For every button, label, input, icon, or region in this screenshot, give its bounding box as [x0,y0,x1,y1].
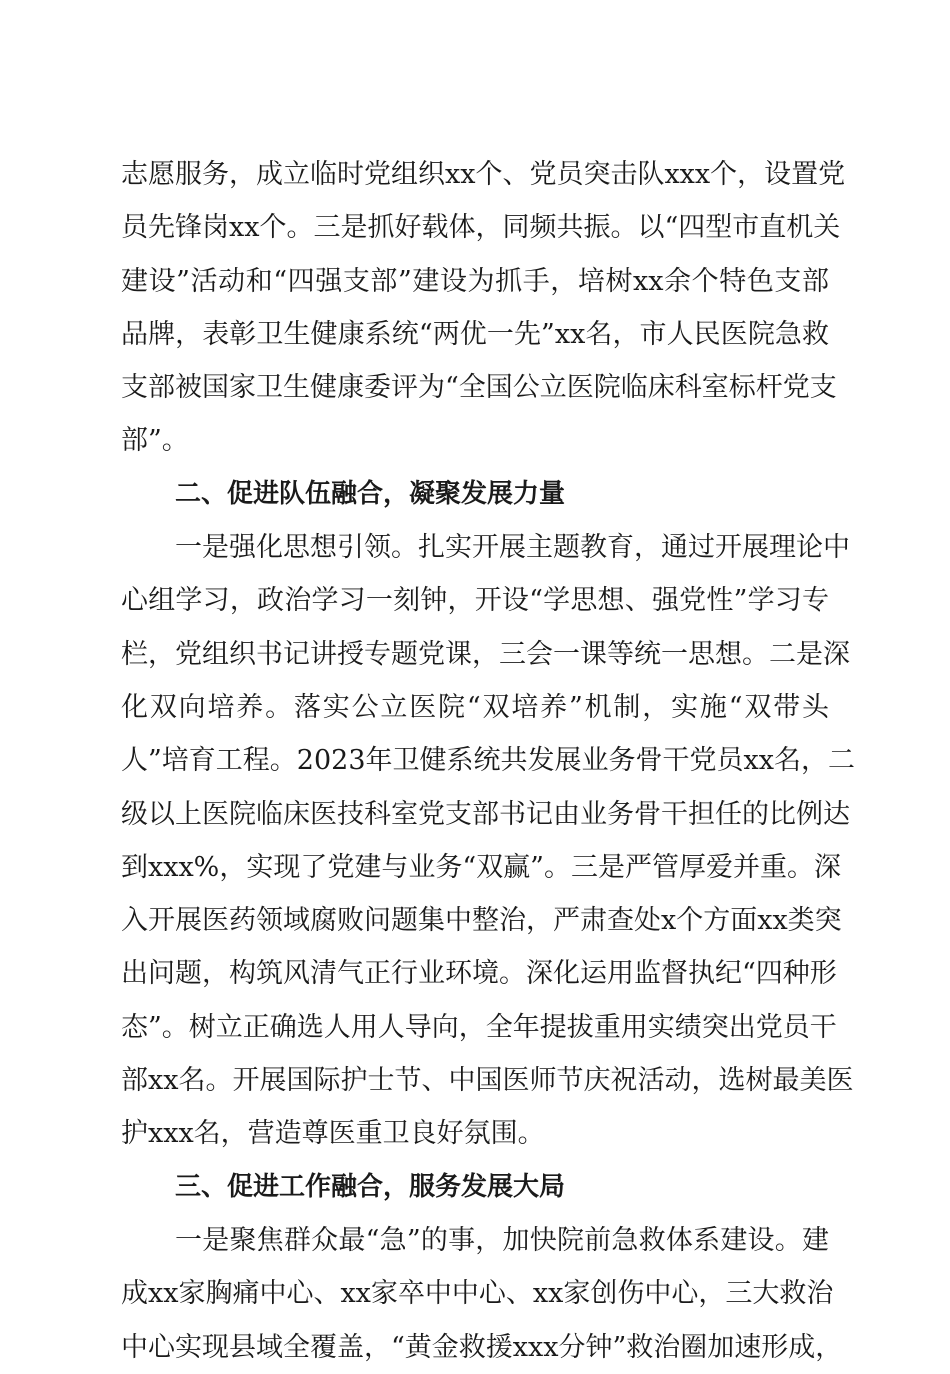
section-heading-3: 三、促进工作融合，服务发展大局 [175,1171,566,1202]
section-heading-2: 二、促进队伍融合，凝聚发展力量 [175,478,566,509]
paragraph-line: 到xxx%，实现了党建与业务“双赢”。三是严管厚爱并重。深 [121,851,841,883]
paragraph-line: 部xx名。开展国际护士节、中国医师节庆祝活动，选树最美医 [121,1065,854,1097]
paragraph-line: 化双向培养。落实公立医院“双培养”机制，实施“双带头 [121,691,829,723]
paragraph-line: 栏，党组织书记讲授专题党课，三会一课等统一思想。二是深 [121,638,850,670]
paragraph-line: 心组学习，政治学习一刻钟，开设“学思想、强党性”学习专 [121,585,829,617]
paragraph-line: 入开展医药领域腐败问题集中整治，严肃查处x个方面xx类突 [121,905,842,937]
paragraph-line: 中心实现县域全覆盖，“黄金救援xxx分钟”救治圈加速形成， [121,1331,843,1363]
paragraph-line: 成xx家胸痛中心、xx家卒中中心、xx家创伤中心，三大救治 [121,1278,834,1310]
paragraph-line: 部”。 [121,425,189,457]
paragraph-line: 一是强化思想引领。扎实开展主题教育，通过开展理论中 [175,532,850,564]
paragraph-line: 品牌，表彰卫生健康系统“两优一先”xx名，市人民医院急救 [121,318,829,350]
paragraph-line: 员先锋岗xx个。三是抓好载体，同频共振。以“四型市直机关 [121,212,841,244]
paragraph-line: 出问题，构筑风清气正行业环境。深化运用监督执纪“四种形 [121,958,837,990]
paragraph-line: 支部被国家卫生健康委评为“全国公立医院临床科室标杆党支 [121,372,837,404]
paragraph-line: 护xxx名，营造尊医重卫良好氛围。 [121,1118,545,1150]
paragraph-line: 志愿服务，成立临时党组织xx个、党员突击队xxx个，设置党 [121,159,846,190]
paragraph-line: 人”培育工程。2023年卫健系统共发展业务骨干党员xx名，二 [121,745,855,777]
paragraph-line: 级以上医院临床医技科室党支部书记由业务骨干担任的比例达 [121,798,850,830]
paragraph-line: 态”。树立正确选人用人导向，全年提拔重用实绩突出党员干 [121,1011,837,1043]
paragraph-line: 建设”活动和“四强支部”建设为抓手，培树xx余个特色支部 [121,265,829,297]
paragraph-line: 一是聚焦群众最“急”的事，加快院前急救体系建设。建 [175,1224,829,1256]
